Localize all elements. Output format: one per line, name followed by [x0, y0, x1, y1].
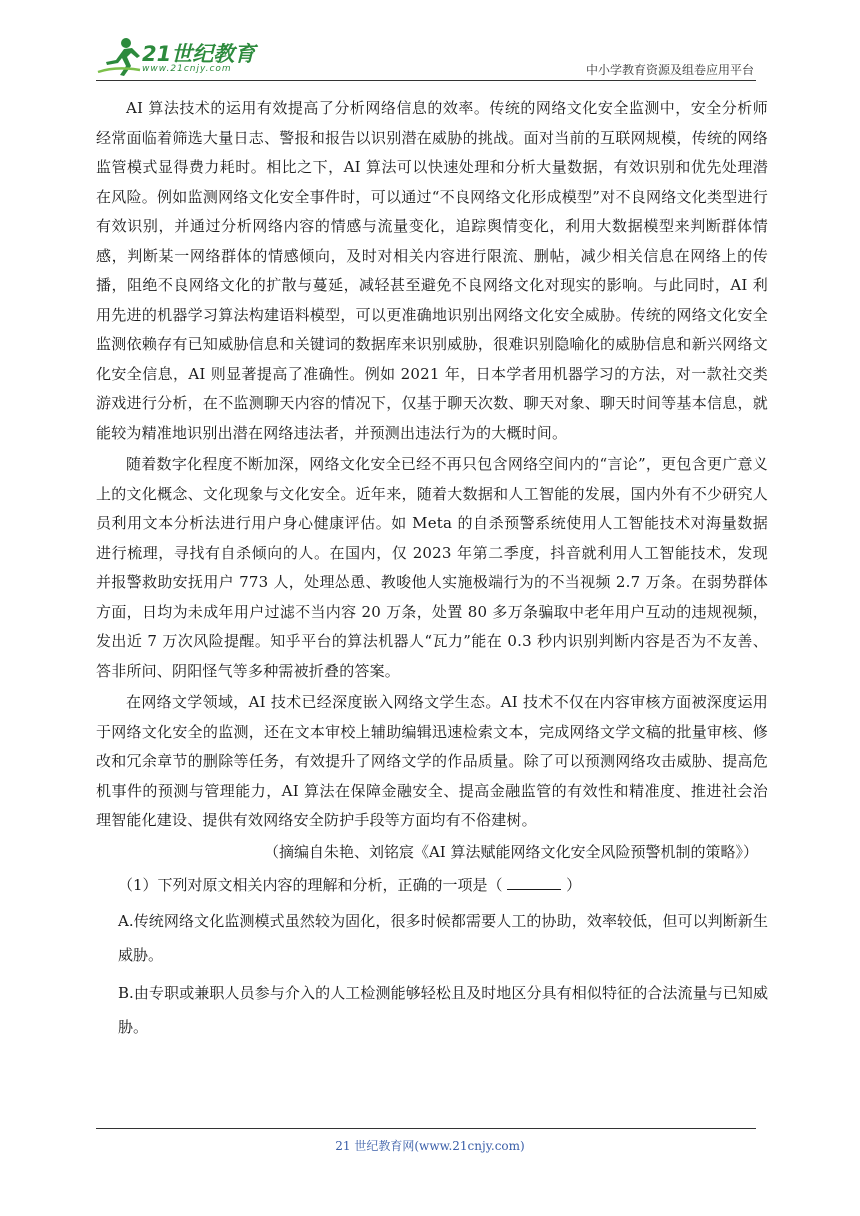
runner-logo-icon	[96, 36, 144, 78]
source-citation: （摘编自朱艳、刘铭宸《AI 算法赋能网络文化安全风险预警机制的策略》）	[263, 842, 758, 861]
paragraph-3: 在网络文学领域，AI 技术已经深度嵌入网络文学生态。AI 技术不仅在内容审核方面被深度运用于网络文化安全的监测，还在文本审校上辅助编辑迅速检索文本，完成网络文学文稿的批量审核、修改和冗余章节的删除等任务，有效提升了网络文学的作品质量。除了可以预测网络攻击威胁、提高危机事件的预测与管理能力，AI 算法在保障金融安全、提高金融监管的有效性和精准度、推进社会治理智能化建设、提供有效网络安全防护手段等方面均有不俗建树。	[96, 693, 768, 829]
paragraph-2: 随着数字化程度不断加深，网络文化安全已经不再只包含网络空间内的“言论”，更包含更广意义上的文化概念、文化现象与文化安全。近年来，随着大数据和人工智能的发展，国内外有不少研究人员利用文本分析法进行用户身心健康评估。如 Meta 的自杀预警系统使用人工智能技术对海量数据进行梳理，寻找有自杀倾向的人。在国内，仅 2023 年第二季度，抖音就利用人工智能技术，发现并报警救助安抚用户 773 人，处理怂恿、教唆他人实施极端行为的不当视频 2.7 万条。在弱势群体方面，日均为未成年用户过滤不当内容 20 万条，处置 80 多万条骗取中老年用户互动的违规视频，发出近 7 万次风险提醒。知乎平台的算法机器人“瓦力”能在 0.3 秒内识别判断内容是否为不友善、答非所问、阴阳怪气等多种需被折叠的答案。	[96, 455, 768, 680]
site-logo[interactable]	[96, 36, 266, 78]
header-divider	[96, 80, 756, 81]
article-body	[96, 94, 768, 1044]
page-header	[96, 36, 756, 80]
option-b: B.由专职或兼职人员参与介入的人工检测能够轻松且及时地区分具有相似特征的合法流量与已知威胁。	[118, 984, 768, 1036]
question-prefix: （1）下列对原文相关内容的理解和分析，正确的一项是（	[118, 875, 503, 894]
answer-blank[interactable]	[507, 873, 561, 890]
logo-text: 21世纪教育	[142, 42, 256, 66]
question-1	[96, 871, 768, 901]
option-a: A.传统网络文化监测模式虽然较为固化，很多时候都需要人工的协助，效率较低，但可以判断新生威胁。	[118, 912, 768, 964]
footer-divider	[96, 1128, 756, 1129]
logo-url: www.21cnjy.com	[142, 64, 232, 74]
platform-name: 中小学教育资源及组卷应用平台	[585, 63, 754, 77]
paragraph-1: AI 算法技术的运用有效提高了分析网络信息的效率。传统的网络文化安全监测中，安全分析师经常面临着筛选大量日志、警报和报告以识别潜在威胁的挑战。面对当前的互联网规模，传统的网络监管模式显得费力耗时。相比之下，AI 算法可以快速处理和分析大量数据，有效识别和优先处理潜在风险。例如监测网络文化安全事件时，可以通过“不良网络文化形成模型”对不良网络文化类型进行有效识别，并通过分析网络内容的情感与流量变化，追踪舆情变化，利用大数据模型来判断群体情感，判断某一网络群体的情感倾向，及时对相关内容进行限流、删帖，减少相关信息在网络上的传播，阻绝不良网络文化的扩散与蔓延，减轻甚至避免不良网络文化对现实的影响。与此同时，AI 利用先进的机器学习算法构建语料模型，可以更准确地识别出网络文化安全威胁。传统的网络文化安全监测依赖存有已知威胁信息和关键词的数据库来识别威胁，很难识别隐喻化的威胁信息和新兴网络文化安全信息，AI 则显著提高了准确性。例如 2021 年，日本学者用机器学习的方法，对一款社交类游戏进行分析，在不监测聊天内容的情况下，仅基于聊天次数、聊天对象、聊天时间等基本信息，就能较为精准地识别出潜在网络违法者，并预测出违法行为的大概时间。	[96, 99, 768, 442]
question-suffix: ）	[566, 875, 582, 894]
footer-link[interactable]: 21 世纪教育网(www.21cnjy.com)	[335, 1139, 525, 1153]
